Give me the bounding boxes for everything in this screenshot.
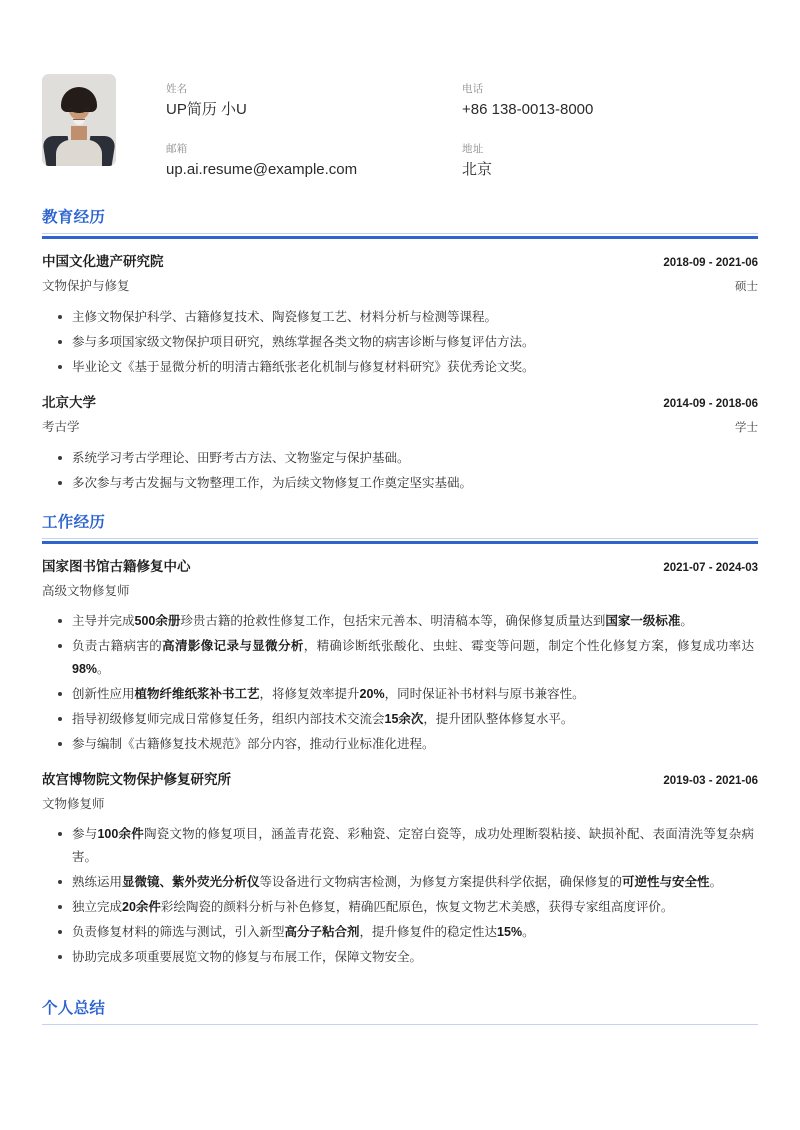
entry-degree: 硕士 bbox=[735, 281, 758, 293]
experience-entry bbox=[42, 770, 758, 969]
contact-label-name: 姓名 bbox=[166, 83, 188, 95]
bullet-text: 。 bbox=[680, 614, 693, 628]
bullet-highlight: 植物纤维纸浆补书工艺 bbox=[134, 687, 260, 701]
bullet-item bbox=[72, 683, 758, 706]
bullet-text: 负责古籍病害的 bbox=[72, 639, 163, 653]
bullet-text: 主修文物保护科学、古籍修复技术、陶瓷修复工艺、材料分析与检测等课程。 bbox=[72, 310, 498, 324]
bullet-item bbox=[72, 823, 758, 869]
bullet-item bbox=[72, 733, 758, 756]
bullet-text: 系统学习考古学理论、田野考古方法、文物鉴定与保护基础。 bbox=[72, 451, 410, 465]
entry-subheader-row bbox=[42, 582, 758, 600]
bullet-text: 毕业论文《基于显微分析的明清古籍纸张老化机制与修复材料研究》获优秀论文奖。 bbox=[72, 360, 535, 374]
bullet-text: 熟练运用 bbox=[72, 875, 123, 889]
bullet-item bbox=[72, 635, 758, 681]
bullet-text: ，同时保证补书材料与原书兼容性。 bbox=[384, 687, 585, 701]
bullet-text: 多次参与考古发掘与文物整理工作，为后续文物修复工作奠定坚实基础。 bbox=[72, 476, 473, 490]
entry-subheader-row bbox=[42, 795, 758, 813]
portrait-hair bbox=[61, 87, 97, 112]
bullet-text: 参与编制《古籍修复技术规范》部分内容，推动行业标准化进程。 bbox=[72, 737, 435, 751]
resume-sections bbox=[42, 208, 758, 1029]
bullet-text: 独立完成 bbox=[72, 900, 123, 914]
contact-value-email: up.ai.resume@example.com bbox=[166, 161, 358, 178]
portrait-shirt bbox=[56, 140, 102, 166]
entry-role: 考古学 bbox=[42, 420, 80, 434]
bullet-text: 。 bbox=[97, 662, 110, 676]
bullet-text: 指导初级修复师完成日常修复任务，组织内部技术交流会 bbox=[72, 712, 385, 726]
bullet-highlight: 高分子粘合剂 bbox=[284, 925, 360, 939]
experience-entry bbox=[42, 557, 758, 756]
bullet-list bbox=[42, 823, 758, 969]
entry-subheader-row bbox=[42, 277, 758, 296]
bullet-text: ，精确诊断纸张酸化、虫蛀、霉变等问题，制定个性化修复方案，修复成功率达 bbox=[303, 639, 754, 653]
contact-value-address: 北京 bbox=[462, 161, 493, 178]
bullet-highlight: 20余件 bbox=[122, 900, 161, 914]
portrait-mouth bbox=[73, 119, 85, 125]
bullet-highlight: 98% bbox=[72, 662, 98, 676]
contact-label-email: 邮箱 bbox=[166, 143, 188, 155]
entry-role: 文物修复师 bbox=[42, 797, 105, 811]
bullet-text: 主导并完成 bbox=[72, 614, 135, 628]
entry-role: 高级文物修复师 bbox=[42, 584, 130, 598]
entry-subheader-row bbox=[42, 418, 758, 437]
bullet-list bbox=[42, 306, 758, 379]
bullet-item bbox=[72, 896, 758, 919]
bullet-item bbox=[72, 306, 758, 329]
bullet-item bbox=[72, 472, 758, 495]
entry-date-range: 2021-07 - 2024-03 bbox=[663, 562, 758, 574]
bullet-item bbox=[72, 946, 758, 969]
section-title: 教育经历 bbox=[42, 209, 106, 226]
entry-header-row bbox=[42, 770, 758, 791]
entry-organization: 国家图书馆古籍修复中心 bbox=[42, 559, 191, 574]
bullet-item bbox=[72, 331, 758, 354]
section-divider bbox=[42, 233, 758, 238]
contact-field-phone bbox=[462, 82, 758, 120]
bullet-highlight: 国家一级标准 bbox=[605, 614, 681, 628]
contact-field-address bbox=[462, 142, 758, 180]
contact-field-email bbox=[166, 142, 462, 180]
bullet-text: 珍贵古籍的抢救性修复工作，包括宋元善本、明清稿本等，确保修复质量达到 bbox=[180, 614, 606, 628]
section-divider bbox=[42, 1024, 758, 1029]
contact-field-name bbox=[166, 82, 462, 120]
bullet-text: 等设备进行文物病害检测，为修复方案提供科学依据，确保修复的 bbox=[259, 875, 623, 889]
contact-value-name: UP简历 小U bbox=[166, 101, 247, 118]
entry-organization: 中国文化遗产研究院 bbox=[42, 254, 164, 269]
bullet-text: 。 bbox=[522, 925, 535, 939]
bullet-item bbox=[72, 356, 758, 379]
bullet-text: 参与多项国家级文物保护项目研究，熟练掌握各类文物的病害诊断与修复评估方法。 bbox=[72, 335, 535, 349]
bullet-text: ，将修复效率提升 bbox=[259, 687, 360, 701]
bullet-text: 创新性应用 bbox=[72, 687, 135, 701]
bullet-highlight: 可逆性与安全性 bbox=[622, 875, 710, 889]
contact-label-phone: 电话 bbox=[462, 83, 484, 95]
bullet-text: 负责修复材料的筛选与测试，引入新型 bbox=[72, 925, 285, 939]
bullet-item bbox=[72, 610, 758, 633]
experience-entry bbox=[42, 252, 758, 379]
bullet-highlight: 高清影像记录与显微分析 bbox=[162, 639, 304, 653]
bullet-text: 彩绘陶瓷的颜料分析与补色修复，精确匹配原色，恢复文物艺术美感，获得专家组高度评价。 bbox=[160, 900, 674, 914]
bullet-item bbox=[72, 921, 758, 944]
resume-header bbox=[42, 0, 758, 190]
bullet-text: 参与 bbox=[72, 827, 98, 841]
experience-entry bbox=[42, 393, 758, 495]
bullet-text: ，提升修复件的稳定性达 bbox=[359, 925, 498, 939]
bullet-highlight: 15余次 bbox=[384, 712, 424, 726]
bullet-item bbox=[72, 708, 758, 731]
contact-label-address: 地址 bbox=[462, 143, 484, 155]
entry-header-row bbox=[42, 557, 758, 578]
portrait-photo-image bbox=[42, 74, 116, 166]
entry-header-row bbox=[42, 393, 758, 414]
bullet-highlight: 100余件 bbox=[97, 827, 144, 841]
contact-value-phone: +86 138-0013-8000 bbox=[462, 101, 594, 118]
bullet-item bbox=[72, 871, 758, 894]
section-2 bbox=[42, 513, 758, 969]
portrait-eye-right bbox=[85, 108, 90, 110]
bullet-text: 。 bbox=[709, 875, 723, 889]
entry-role: 文物保护与修复 bbox=[42, 279, 130, 293]
entry-header-row bbox=[42, 252, 758, 273]
contact-grid bbox=[166, 74, 758, 180]
entry-date-range: 2019-03 - 2021-06 bbox=[663, 775, 758, 787]
bullet-highlight: 20% bbox=[359, 687, 385, 701]
bullet-highlight: 显微镜、紫外荧光分析仪 bbox=[122, 875, 260, 889]
bullet-item bbox=[72, 447, 758, 470]
bullet-text: 陶瓷文物的修复项目，涵盖青花瓷、彩釉瓷、定窑白瓷等，成功处理断裂粘接、缺损补配、表面清洗等复杂病害。 bbox=[72, 827, 754, 864]
bullet-highlight: 15% bbox=[497, 925, 523, 939]
avatar bbox=[42, 74, 116, 166]
section-1 bbox=[42, 208, 758, 495]
bullet-text: 协助完成多项重要展览文物的修复与布展工作，保障文物安全。 bbox=[72, 950, 423, 964]
entry-degree: 学士 bbox=[735, 422, 758, 434]
entry-organization: 北京大学 bbox=[42, 395, 96, 410]
bullet-highlight: 500余册 bbox=[134, 614, 181, 628]
bullet-text: ，提升团队整体修复水平。 bbox=[423, 712, 574, 726]
entry-date-range: 2014-09 - 2018-06 bbox=[663, 398, 758, 410]
section-title: 个人总结 bbox=[42, 1000, 106, 1017]
entry-date-range: 2018-09 - 2021-06 bbox=[663, 257, 758, 269]
section-divider bbox=[42, 538, 758, 543]
portrait-eye-left bbox=[68, 108, 73, 110]
section-3 bbox=[42, 999, 758, 1029]
section-title: 工作经历 bbox=[42, 514, 106, 531]
entry-organization: 故宫博物院文物保护修复研究所 bbox=[42, 772, 231, 787]
bullet-list bbox=[42, 610, 758, 756]
bullet-list bbox=[42, 447, 758, 495]
